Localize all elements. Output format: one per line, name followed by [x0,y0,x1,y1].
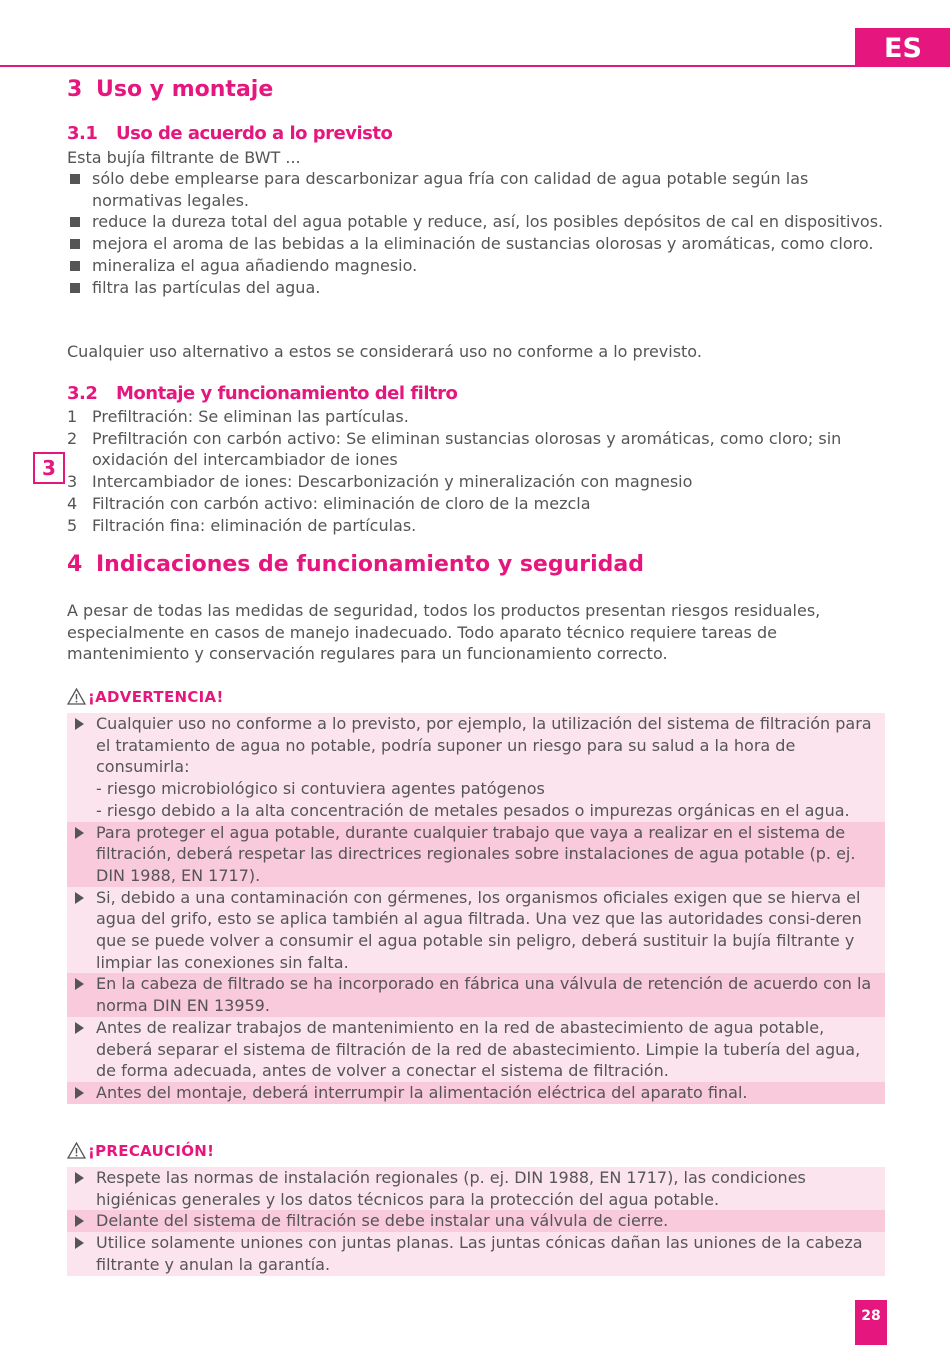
safety-item [67,887,885,974]
safety-item [67,822,885,887]
intended-use-intro: Esta bujía filtrante de BWT ... [67,148,301,167]
list-item-text: Filtración con carbón activo: eliminación de cloro de la mezcla [92,493,591,513]
subsection-number: 3.2 [67,383,98,404]
section-3-2-heading [67,382,457,406]
caution-list [67,1167,885,1276]
intended-use-list [67,168,885,298]
square-bullet-icon [70,239,80,249]
triangle-bullet-icon [75,978,84,990]
subsection-title: Montaje y funcionamiento del filtro [116,383,458,404]
section-number: 3 [67,77,83,102]
section-title: Indicaciones de funcionamiento y seguridad [96,552,644,577]
item-number: 1 [67,407,78,426]
triangle-bullet-icon [75,827,84,839]
safety-item [67,973,885,1016]
triangle-bullet-icon [75,718,84,730]
square-bullet-icon [70,283,80,293]
triangle-bullet-icon [75,1215,84,1227]
section-number: 4 [67,552,83,577]
subsection-title: Uso de acuerdo a lo previsto [116,123,393,144]
safety-item-text: En la cabeza de filtrado se ha incorporado en fábrica una válvula de retención de acuerdo con la norma DIN EN 13959. [96,974,872,1016]
safety-item-text: Si, debido a una contaminación con gérmenes, los organismos oficiales exigen que se hierva el agua del grifo, esto se aplica también al agua filtrada. Una vez que las autoridades consi-deren que se puede volver a consumir el agua potable sin peligro, deberá sustituir la bujía filtrante y limpiar las conexiones sin falta. [96,887,862,972]
warning-triangle-icon [67,1142,86,1159]
safety-item [67,1210,885,1232]
list-item-text: mejora el aroma de las bebidas a la eliminación de sustancias olorosas y aromáticas, como cloro. [92,234,874,254]
warning-title-text: ¡ADVERTENCIA! [88,688,224,706]
safety-item [67,1017,885,1082]
warning-list [67,713,885,1104]
item-number: 2 [67,428,78,448]
list-item-text: mineraliza el agua añadiendo magnesio. [92,255,418,275]
language-tab: ES [855,28,950,67]
section-title: Uso y montaje [96,77,274,102]
page-number: 28 [855,1300,887,1345]
header-rule [0,65,950,67]
square-bullet-icon [70,217,80,227]
list-item [67,233,885,255]
safety-item-text: Para proteger el agua potable, durante cualquier trabajo que vaya a realizar en el sistema de filtración, deberá respetar las directrices regionales sobre instalaciones de agua potable (p. ej. DIN 1988, EN 1717). [96,822,856,885]
list-item [67,471,885,493]
warning-triangle-icon [67,688,86,705]
safety-item-text: Antes de realizar trabajos de mantenimiento en la red de abastecimiento de agua potable, deberá separar el sistema de filtración de la red de abastecimiento. Limpie la tubería del agua, de forma adecuada, antes de volver a conectar el sistema de filtración. [96,1017,861,1081]
triangle-bullet-icon [75,1172,84,1184]
list-item [67,406,885,428]
list-item-text: Filtración fina: eliminación de partículas. [92,515,417,535]
list-item-text: reduce la dureza total del agua potable y reduce, así, los posibles depósitos de cal en dispositivos. [92,212,884,232]
square-bullet-icon [70,174,80,184]
filter-stages-list [67,406,885,536]
safety-item-text: Cualquier uso no conforme a lo previsto, por ejemplo, la utilización del sistema de filtración para el tratamiento de agua no potable, podría suponer un riesgo para su salud a la hora de consumirla: [96,714,872,777]
list-item [67,211,885,233]
list-item [67,277,885,299]
safety-item-text: Respete las normas de instalación regionales (p. ej. DIN 1988, EN 1717), las condiciones higiénicas generales y los datos técnicos para la protección del agua potable. [96,1168,806,1209]
intended-use-outro: Cualquier uso alternativo a estos se considerará uso no conforme a lo previsto. [67,342,702,361]
list-item [67,493,885,515]
section-3-1-heading [67,122,392,146]
list-item-text: sólo debe emplearse para descarbonizar agua fría con calidad de agua potable según las normativas legales. [92,169,809,210]
list-item-text: Prefiltración: Se eliminan las partículas. [92,407,409,426]
caution-title-text: ¡PRECAUCIÓN! [88,1142,215,1160]
safety-item-text: Utilice solamente uniones con juntas planas. Las juntas cónicas dañan las uniones de la cabeza filtrante y anulan la garantía. [96,1233,863,1274]
safety-item [67,1167,885,1210]
square-bullet-icon [70,261,80,271]
safety-item-text: - riesgo debido a la alta concentración de metales pesados o impurezas orgánicas en el agua. [96,800,850,820]
safety-item-text: - riesgo microbiológico si contuviera agentes patógenos [96,779,545,799]
safety-item-text: Antes del montaje, deberá interrumpir la alimentación eléctrica del aparato final. [96,1082,748,1102]
triangle-bullet-icon [75,1022,84,1034]
list-item [67,515,885,537]
list-item [67,428,885,471]
list-item-text: Intercambiador de iones: Descarbonización y mineralización con magnesio [92,472,693,492]
caution-title [67,1141,214,1161]
section-4-heading [67,551,644,579]
list-item-text: Prefiltración con carbón activo: Se eliminan sustancias olorosas y aromáticas, como cloro; sin oxidación del intercambiador de iones [92,428,842,470]
section-3-heading [67,76,273,104]
triangle-bullet-icon [75,1237,84,1249]
item-number: 5 [67,515,78,535]
list-item [67,168,885,211]
triangle-bullet-icon [75,892,84,904]
list-item-text: filtra las partículas del agua. [92,277,321,297]
warning-title [67,687,224,707]
item-number: 4 [67,493,78,513]
safety-item [67,1082,885,1104]
safety-item [67,713,885,822]
chapter-marker: 3 [33,452,65,484]
safety-intro: A pesar de todas las medidas de seguridad, todos los productos presentan riesgos residuales, especialmente en casos de manejo inadecuado. Todo aparato técnico requiere tareas de mantenimiento y conservación regulares para un funcionamiento correcto. [67,601,821,664]
safety-item-text: Delante del sistema de filtración se debe instalar una válvula de cierre. [96,1211,669,1231]
list-item [67,255,885,277]
triangle-bullet-icon [75,1087,84,1099]
item-number: 3 [67,472,78,492]
subsection-number: 3.1 [67,123,98,144]
safety-item [67,1232,885,1275]
